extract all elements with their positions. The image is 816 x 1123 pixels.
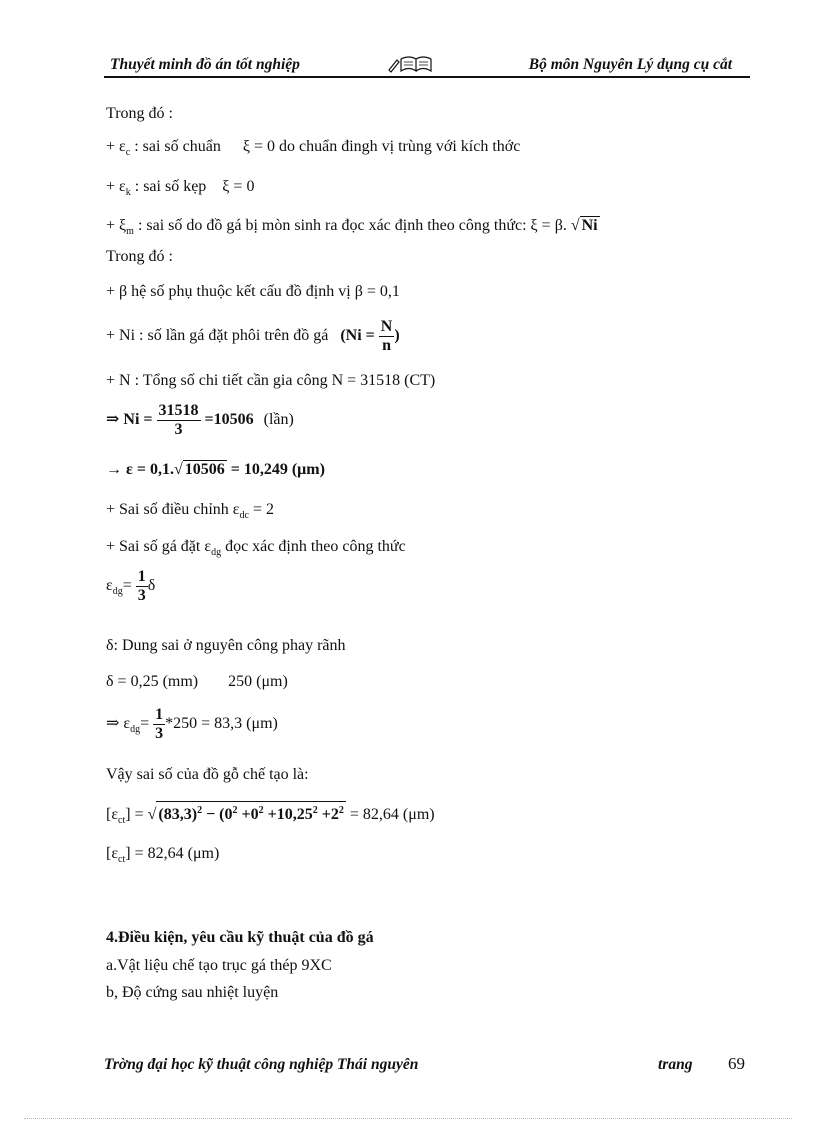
- equation-line: $[\varepsilon_{ct}]$ = √ $(83,3)^2 - (0^2 +0^2 +10,25^2 +2^2 = 82,64$ (μm): [106, 801, 435, 831]
- equation-line: ⇒ Ni = $\frac{31518}{3}$ =10506 (lần): [106, 402, 294, 438]
- footer-trang-label: trang: [658, 1056, 693, 1073]
- text-line: + N : Tổng số chi tiết cần gia công N = 31518 (CT): [106, 372, 436, 389]
- text-line: + Sai số gá đặt $\varepsilon_{dg}$ đọc xác định theo công thức: [106, 538, 406, 558]
- text-line: + $\varepsilon_k$ : sai số kẹp ξ = 0: [106, 178, 255, 198]
- text-line: + β hệ số phụ thuộc kết cấu đồ định vị β = 0,1: [106, 283, 400, 300]
- text-line: a.Vật liệu chế tạo trục gá thép 9XC: [106, 957, 332, 974]
- text-line: δ = 0,25 (mm) 250 (μm): [106, 673, 288, 690]
- book-pen-icon: [387, 54, 433, 74]
- page-header: [104, 54, 750, 78]
- text-line: δ: Dung sai ở nguyên công phay rãnh: [106, 637, 346, 654]
- header-left-title: Thuyết minh đồ án tốt nghiệp: [110, 56, 300, 73]
- equation-line: $\varepsilon_{dg}=$ $\frac{1}{3}$ δ: [106, 568, 156, 604]
- section-heading: 4.Điều kiện, yêu cầu kỹ thuật của đồ gá: [106, 929, 374, 946]
- text-line: Trong đó :: [106, 248, 173, 265]
- text-line: + $\xi_m$ : sai số do đồ gá bị mòn sinh ra đọc xác định theo công thức: ξ = β. √ Ni: [106, 217, 598, 237]
- page-footer: [104, 1054, 754, 1078]
- page-bottom-divider: [24, 1118, 792, 1119]
- text-line: $[\varepsilon_{ct}] = 82,64$ (μm): [106, 845, 220, 865]
- equation-line: ⇒ $\varepsilon_{dg}=$ $\frac{1}{3}$ *250 = 83,3 (μm): [106, 706, 278, 742]
- equation-line: → ε = 0,1.√ 10506 = 10,249 (μm): [106, 461, 325, 478]
- page-number: 69: [728, 1054, 745, 1073]
- text-line: + Sai số điều chỉnh $\varepsilon_{dc} = 2$: [106, 501, 274, 521]
- text-line: Vậy sai số của đồ gỗ chế tạo là:: [106, 766, 309, 783]
- header-right-title: Bộ môn Nguyên Lý dụng cụ cắt: [528, 56, 732, 73]
- text-line: Trong đó :: [106, 105, 173, 122]
- text-line: b, Độ cứng sau nhiệt luyện: [106, 984, 279, 1001]
- footer-school: Trờng đại học kỹ thuật công nghiệp Thái nguyên: [104, 1056, 419, 1073]
- equation-line: + Ni : số lần gá đặt phôi trên đồ gá (Ni = $\frac{N}{n}$ ): [106, 318, 400, 354]
- text-line: + $\varepsilon_c$ : sai số chuẩn ξ = 0 do chuẩn đingh vị trùng với kích thớc: [106, 138, 521, 158]
